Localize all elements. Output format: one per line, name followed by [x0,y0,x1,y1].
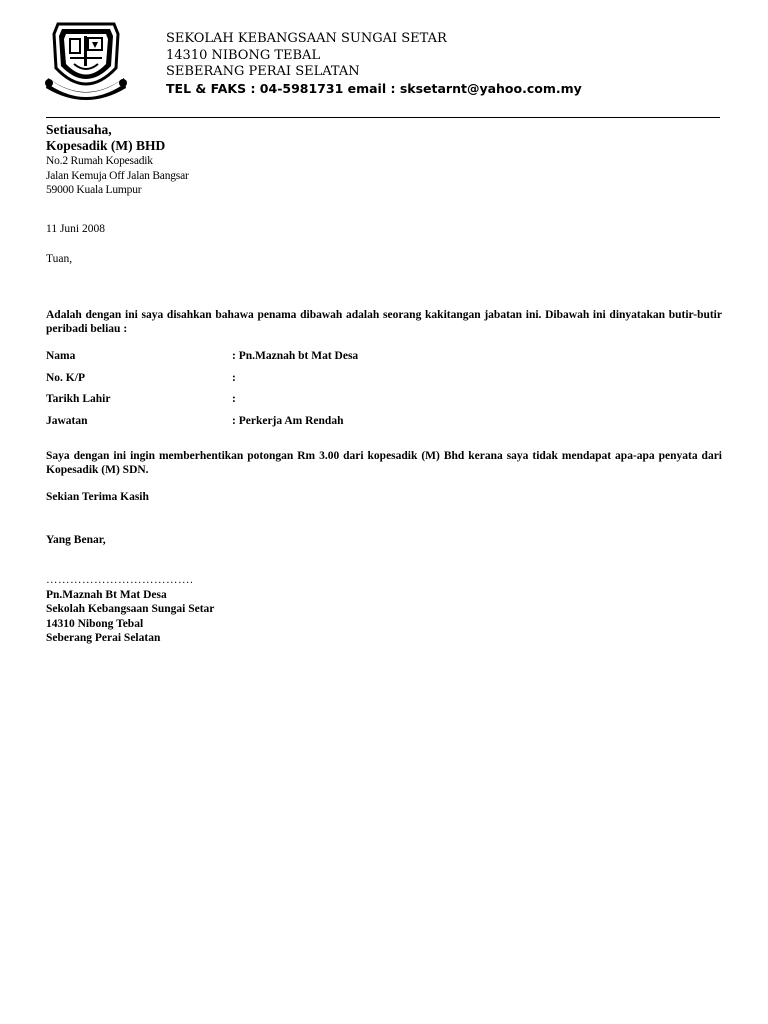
recipient-block [46,122,189,198]
signature-line: ………………………………. [46,574,194,586]
detail-label: Jawatan [46,414,88,427]
detail-label: Nama [46,350,76,362]
school-postcode-town: 14310 NIBONG TEBAL [166,47,321,63]
school-district: SEBERANG PERAI SELATAN [166,64,360,79]
signatory-school: Sekolah Kebangsaan Sungai Setar [46,603,215,615]
recipient-organisation: Kopesadik (M) BHD [46,138,166,153]
signatory-town: 14310 Nibong Tebal [46,617,144,630]
recipient-title: Setiausaha, [46,122,112,137]
recipient-address-line: Jalan Kemuja Off Jalan Bangsar [46,169,189,182]
detail-value: : [232,393,236,405]
closing-line: Sekian Terima Kasih [46,491,149,503]
detail-row [46,372,646,394]
signatory-name: Pn.Maznah Bt Mat Desa [46,588,167,601]
recipient-address-line: 59000 Kuala Lumpur [46,184,142,196]
personal-details [46,350,646,436]
header-divider [46,117,720,118]
school-name: SEKOLAH KEBANGSAAN SUNGAI SETAR [166,31,447,46]
school-contact: TEL & FAKS : 04-5981731 email : sksetarnt@yahoo.com.my [166,80,582,96]
recipient-address-line: No.2 Rumah Kopesadik [46,155,153,167]
body-paragraph: Saya dengan ini ingin memberhentikan potongan Rm 3.00 dari kopesadik (M) Bhd kerana saya tidak mendapat apa-apa penyata dari Kopesadik (M) SDN. [46,450,722,476]
signatory-district: Seberang Perai Selatan [46,632,161,644]
intro-paragraph: Adalah dengan ini saya disahkan bahawa penama dibawah adalah seorang kakitangan jabatan ini. Dibawah ini dinyatakan butir-butir peribadi beliau : [46,309,722,335]
detail-value: : Perkerja Am Rendah [232,414,344,427]
school-crest-icon [44,20,128,102]
detail-value: : Pn.Maznah bt Mat Desa [232,350,359,362]
detail-label: Tarikh Lahir [46,393,111,405]
signoff: Yang Benar, [46,534,106,546]
detail-row [46,415,646,437]
letterhead [166,31,582,97]
detail-row [46,350,646,372]
salutation: Tuan, [46,253,73,265]
letter-date: 11 Juni 2008 [46,223,105,235]
detail-row [46,393,646,415]
signature-block [46,573,214,646]
detail-value: : [232,371,236,384]
detail-label: No. K/P [46,371,85,384]
